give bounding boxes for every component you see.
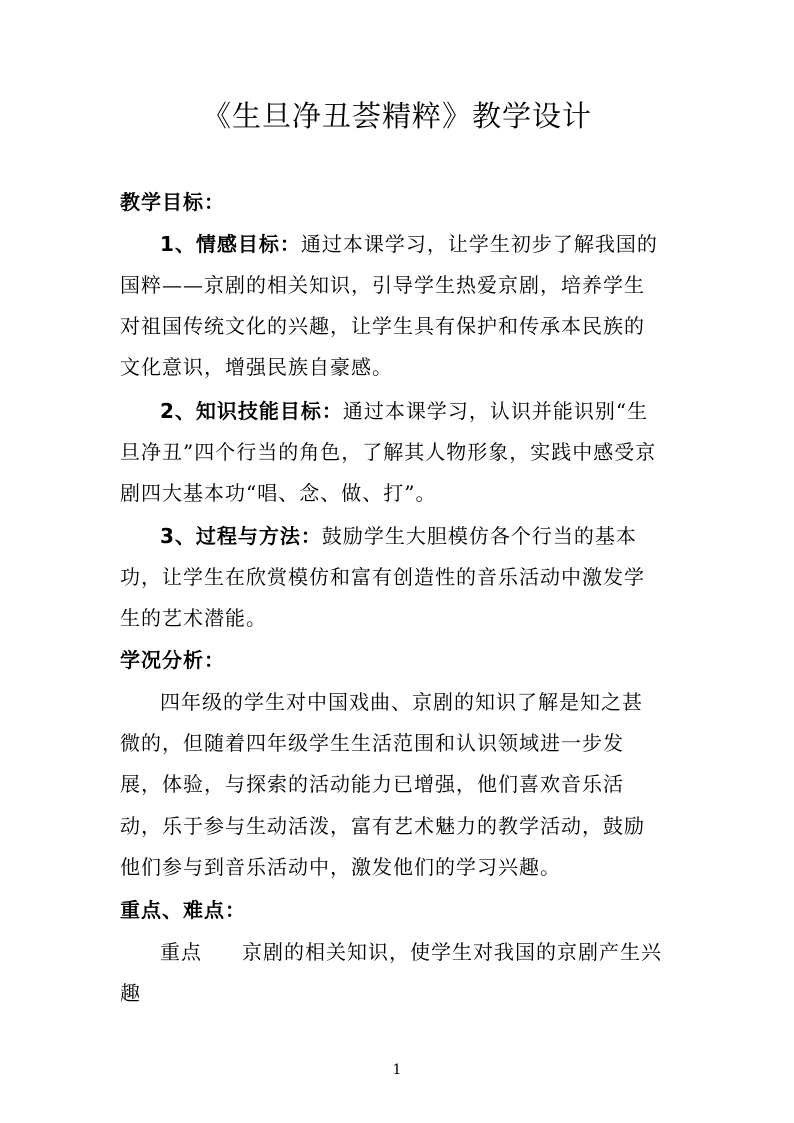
keypoint-line1: [160, 937, 662, 967]
objective2-label: 2、知识技能目标：: [160, 399, 343, 423]
objective3-line1: [160, 521, 637, 551]
objective1-line3: 对祖国传统文化的兴趣，让学生具有保护和传承本民族的: [120, 314, 645, 338]
objective1-line4: 文化意识，增强民族自豪感。: [120, 355, 393, 379]
analysis-line1: 四年级的学生对中国戏曲、京剧的知识了解是知之甚: [160, 690, 643, 714]
objectives-heading: 教学目标：: [120, 190, 225, 214]
objective1-text1: 通过本课学习，让学生初步了解我国的: [300, 232, 658, 256]
objective1-line2: 国粹——京剧的相关知识，引导学生热爱京剧，培养学生: [120, 273, 645, 297]
analysis-line4: 动，乐于参与生动活泼，富有艺术魅力的教学活动，鼓励: [120, 814, 645, 838]
objective2-line1: [160, 396, 648, 426]
objective1-label: 1、情感目标：: [160, 232, 301, 256]
page-number: 1: [392, 1062, 402, 1078]
objective1-line1: [160, 229, 658, 259]
analysis-line3: 展，体验，与探索的活动能力已增强，他们喜欢音乐活: [120, 772, 624, 796]
keypoint-label: 重点: [160, 940, 202, 964]
objective2-line2: 旦净丑”四个行当的角色，了解其人物形象，实践中感受京: [120, 440, 657, 464]
analysis-line5: 他们参与到音乐活动中，激发他们的学习兴趣。: [120, 855, 561, 879]
analysis-line2: 微的，但随着四年级学生生活范围和认识领域进一步发: [120, 731, 624, 755]
objective2-text1: 通过本课学习，认识并能识别“生: [342, 399, 649, 423]
keypoint-line2: 趣: [120, 981, 141, 1005]
objective2-line3: 剧四大基本功“唱、念、做、打”。: [120, 481, 437, 505]
analysis-heading: 学况分析：: [120, 648, 225, 672]
objective3-line2: 功，让学生在欣赏模仿和富有创造性的音乐活动中激发学: [120, 565, 645, 589]
objective3-label: 3、过程与方法：: [160, 524, 322, 548]
keypoint-text1: 京剧的相关知识，使学生对我国的京剧产生兴: [242, 940, 662, 964]
keypoints-heading: 重点、难点：: [120, 898, 246, 922]
objective3-text1: 鼓励学生大胆模仿各个行当的基本: [321, 524, 637, 548]
objective3-line3: 生的艺术潜能。: [120, 606, 267, 630]
document-title: 《生旦净丑荟精粹》教学设计: [201, 99, 592, 133]
